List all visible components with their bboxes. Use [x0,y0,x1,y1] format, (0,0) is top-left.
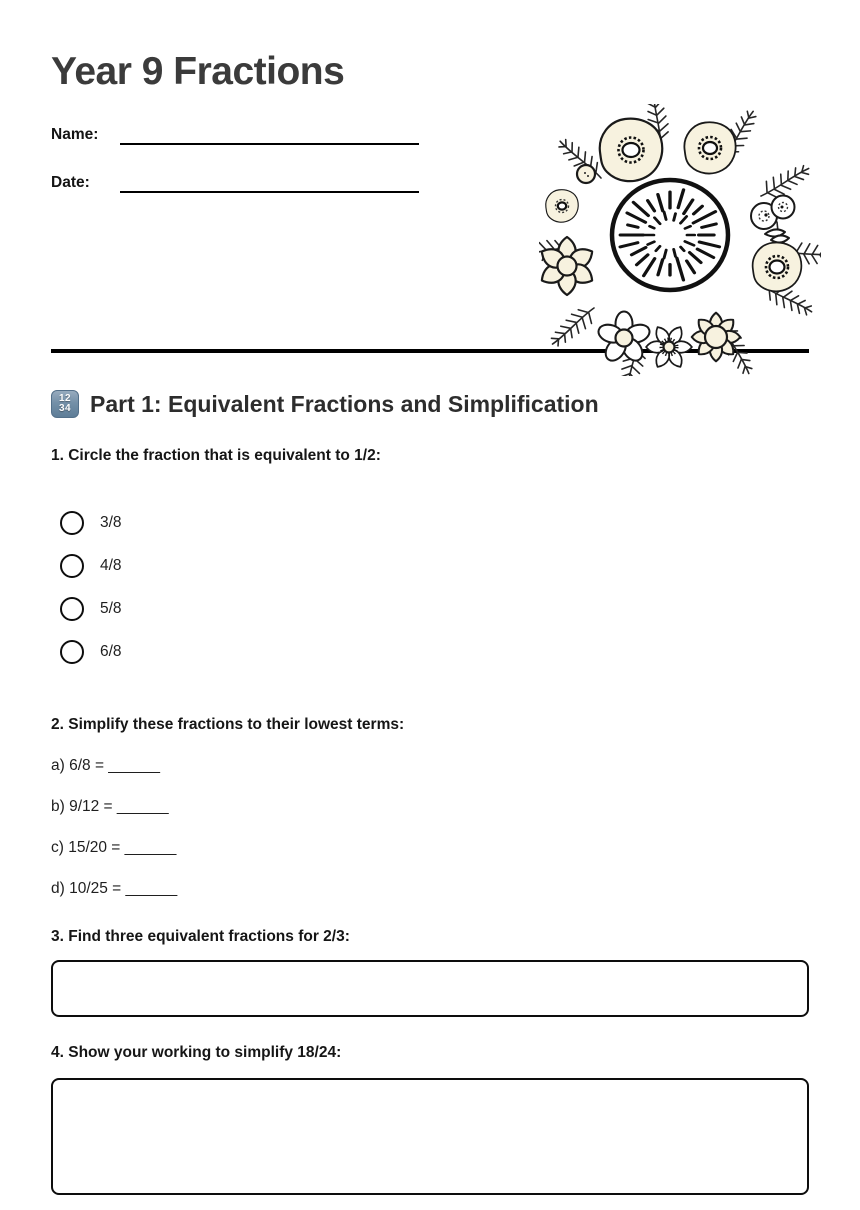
worksheet-page [0,49,860,1210]
q1-option-1-label: 3/8 [100,513,122,531]
date-label: Date: [51,173,90,191]
name-label: Name: [51,125,99,143]
q1-option-4[interactable] [51,640,809,664]
q2-item-b: b) 9/12 = ______ [51,797,169,815]
q2-item-c: c) 15/20 = ______ [51,838,177,856]
q1-option-3[interactable] [51,597,809,621]
radio-circle-icon[interactable] [60,511,84,535]
q1-option-3-label: 5/8 [100,599,122,617]
input-numbers-icon-top-digits: 12 [58,393,72,405]
date-input-line[interactable] [120,170,419,193]
q4-answer-box[interactable] [51,1078,809,1195]
q1-prompt: 1. Circle the fraction that is equivalent to 1/2: [51,446,381,464]
q2-item-a: a) 6/8 = ______ [51,756,161,774]
kiwi-slice-icon [612,180,728,290]
q1-option-4-label: 6/8 [100,642,122,660]
page-title: Year 9 Fractions [51,50,345,93]
q3-prompt: 3. Find three equivalent fractions for 2/3: [51,927,350,945]
q1-options [51,511,809,664]
part1-heading-text: Part 1: Equivalent Fractions and Simplification [90,390,599,417]
q1-option-2[interactable] [51,554,809,578]
q1-option-1[interactable] [51,511,809,535]
name-input-line[interactable] [120,122,419,145]
q2-item-d: d) 10/25 = ______ [51,879,178,897]
radio-circle-icon[interactable] [60,640,84,664]
radio-circle-icon[interactable] [60,597,84,621]
part1-heading [51,389,809,420]
q2-prompt: 2. Simplify these fractions to their lowest terms: [51,715,405,733]
q4-prompt: 4. Show your working to simplify 18/24: [51,1043,342,1061]
q1-option-2-label: 4/8 [100,556,122,574]
q3-answer-box[interactable] [51,960,809,1017]
radio-circle-icon[interactable] [60,554,84,578]
input-numbers-icon-bottom-digits: 34 [58,403,72,415]
floral-wreath-illustration [539,104,821,376]
input-numbers-icon [51,390,79,418]
